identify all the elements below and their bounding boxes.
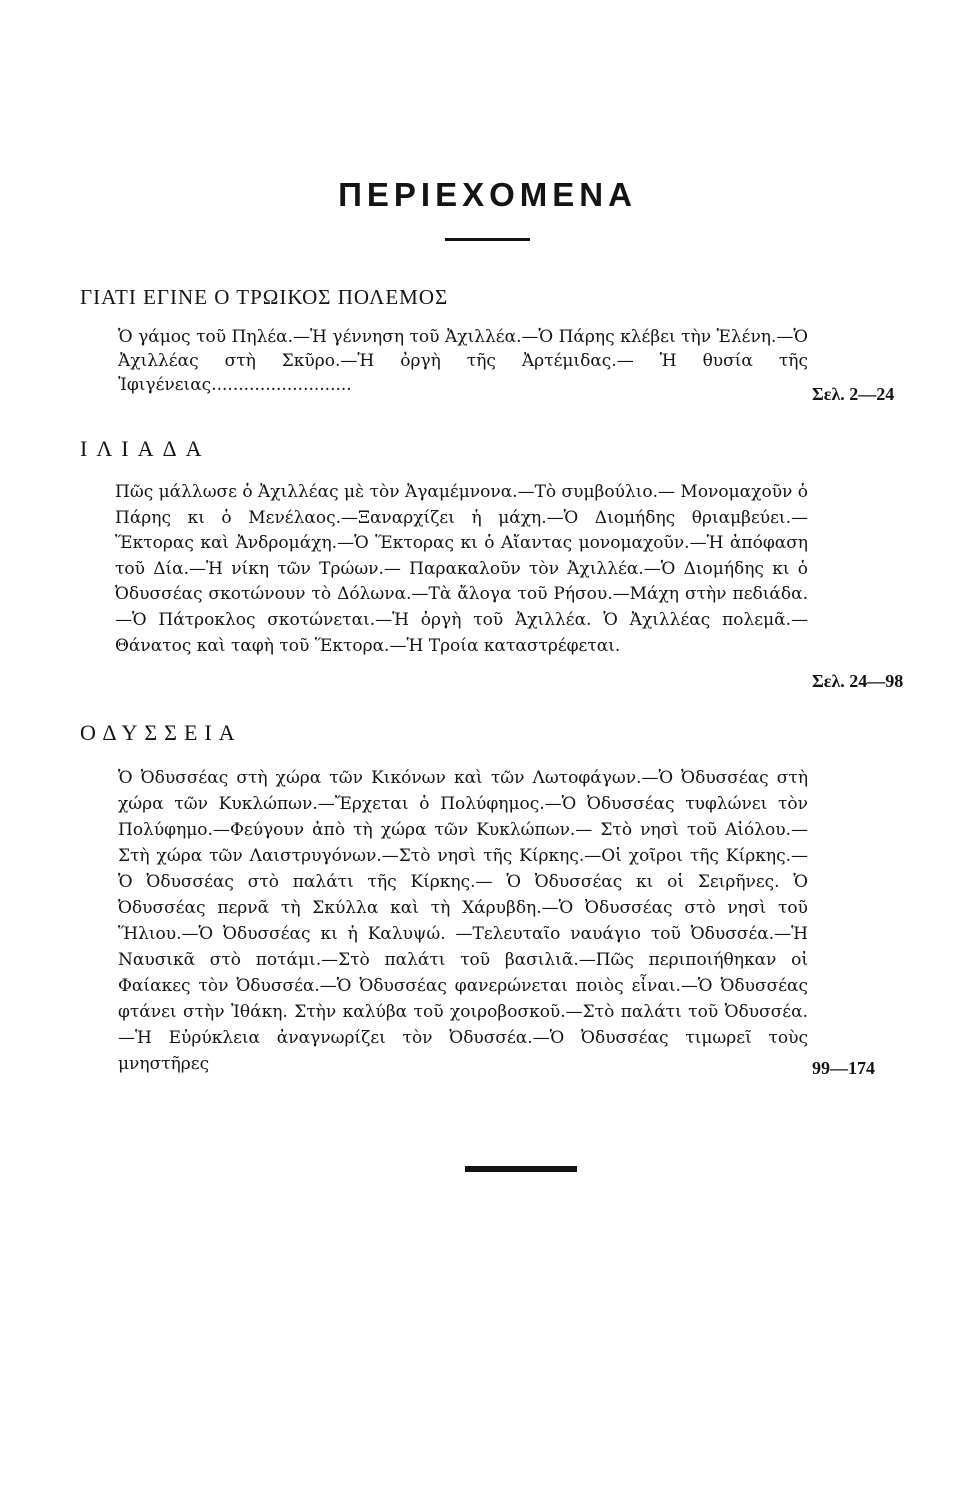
page-title: ΠΕΡΙΕΧΟΜΕΝΑ	[338, 176, 637, 213]
section-pages-iliad: Σελ. 24—98	[812, 671, 904, 691]
title-underline	[445, 238, 530, 241]
bottom-rule	[465, 1166, 577, 1172]
section-heading-odyssey: ΟΔΥΣΣΕΙΑ	[80, 720, 242, 745]
section-pages-trojan-war: Σελ. 2—24	[812, 384, 895, 404]
section-heading-iliad: ΙΛΙΑΔΑ	[80, 436, 211, 461]
section-heading-trojan-war: ΓΙΑΤΙ ΕΓΙΝΕ Ο ΤΡΩΙΚΟΣ ΠΟΛΕΜΟΣ	[80, 285, 449, 309]
section-summary-odyssey: Ὁ Ὀδυσσέας στὴ χώρα τῶν Κικόνων καὶ τῶν Λωτοφάγων.—Ὁ Ὀδυσσέας στὴ χώρα τῶν Κυκλώπων.—Ἔρχεται ὁ Πολύφημος.—Ὁ Ὀδυσσέας τυφλώνει τὸν Πολύφημο.—Φεύγουν ἀπὸ τὴ χώρα τῶν Κυκλώπων.— Στὸ νησὶ τοῦ Αἰόλου.—Στὴ χώρα τῶν Λαιστρυγόνων.—Στὸ νησὶ τῆς Κίρκης.—Οἱ χοῖροι τῆς Κίρκης.—Ὁ Ὀδυσσέας στὸ παλάτι τῆς Κίρκης.— Ὁ Ὀδυσσέας κι οἱ Σειρῆνες. Ὁ Ὀδυσσέας περνᾶ τὴ Σκύλλα καὶ τὴ Χάρυβδη.—Ὁ Ὀδυσσέας στὸ νησὶ τοῦ Ἥλιου.—Ὁ Ὀδυσσέας κι ἡ Καλυψώ. —Τελευταῖο ναυάγιο τοῦ Ὀδυσσέα.—Ἡ Ναυσικᾶ στὸ ποτάμι.—Στὸ παλάτι τοῦ βασιλιᾶ.—Πῶς περιποιήθηκαν οἱ Φαίακες τὸν Ὀδυσσέα.—Ὁ Ὀδυσσέας φανερώνεται ποιὸς εἶναι.—Ὁ Ὀδυσσέας φτάνει στὴν Ἰθάκη. Στὴν καλύβα τοῦ χοιροβοσκοῦ.—Στὸ παλάτι τοῦ Ὀδυσσέα.—Ἡ Εὐρύκλεια ἀναγνωρίζει τὸν Ὀδυσσέα.—Ὁ Ὀδυσσέας τιμωρεῖ τοὺς μνηστῆρες	[118, 768, 808, 1074]
section-summary-trojan-war: Ὁ γάμος τοῦ Πηλέα.—Ἡ γέννηση τοῦ Ἀχιλλέα.—Ὁ Πάρης κλέβει τὴν Ἑλένη.—Ὁ Ἀχιλλέας στὴ Σκῦρο.—Ἡ ὀργὴ τῆς Ἀρτέμιδας.— Ἡ θυσία τῆς Ἰφιγένειας..........................	[118, 327, 808, 395]
section-pages-odyssey: 99—174	[812, 1058, 875, 1078]
section-summary-iliad: Πῶς μάλλωσε ὁ Ἀχιλλέας μὲ τὸν Ἀγαμέμνονα.—Τὸ συμβούλιο.— Μονομαχοῦν ὁ Πάρης κι ὁ Μενέλαος.—Ξαναρχίζει ἡ μάχη.—Ὁ Διομήδης θριαμβεύει.—Ἕκτορας καὶ Ἀνδρομάχη.—Ὁ Ἕκτορας κι ὁ Αἴαντας μονομαχοῦν.—Ἡ ἀπόφαση τοῦ Δία.—Ἡ νίκη τῶν Τρώων.— Παρακαλοῦν τὸν Ἀχιλλέα.—Ὁ Διομήδης κι ὁ Ὀδυσσέας σκοτώνουν τὸ Δόλωνα.—Τὰ ἄλογα τοῦ Ρήσου.—Μάχη στὴν πεδιάδα.—Ὁ Πάτροκλος σκοτώνεται.—Ἡ ὀργὴ τοῦ Ἀχιλλέα. Ὁ Ἀχιλλέας πολεμᾶ.—Θάνατος καὶ ταφὴ τοῦ Ἕκτορα.—Ἡ Τροία καταστρέφεται.	[115, 482, 808, 656]
